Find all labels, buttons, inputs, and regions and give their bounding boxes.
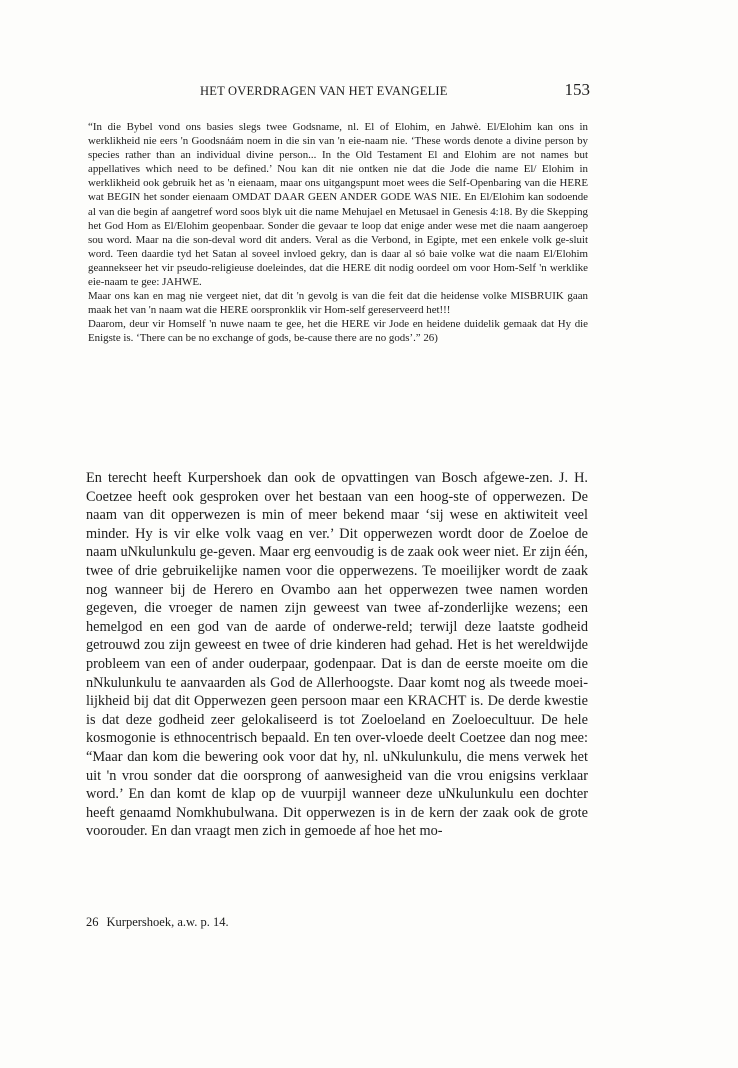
- footnote-number: 26: [86, 915, 99, 929]
- block-quote: [88, 120, 588, 346]
- running-title: HET OVERDRAGEN VAN HET EVANGELIE: [200, 84, 448, 98]
- page-header: [200, 80, 590, 104]
- body-paragraph: En terecht heeft Kurpershoek dan ook de opvattingen van Bosch afgewe-zen. J. H. Coetzee heeft ook gesproken over het bestaan van een hoog-ste of opperwezen. De naam van dit opperwezen is min of meer bekend maar ‘sij wese en aktiwiteit veel minder. Hy is vir elke volk vaag en ver.’ Dit opperwezen wordt door de Zoeloe de naam uNkulunkulu ge-geven. Maar erg eenvoudig is de zaak ook weer niet. Er zijn één, twee of drie gebruikelijke namen voor die opperwezens. Te moeilijker wordt de zaak nog wanneer bij de Herero en Ovambo aan het opperwezen twee namen worden gegeven, die vroeger de namen zijn geweest van twee af-zonderlijke wezens; een hemelgod en een god van de aarde of onderwe-reld; terwijl deze laatste godheid getrouwd zou zijn geweest en twee of drie kinderen had gehad. Het is het wereldwijde probleem van een of ander ouderpaar, godenpaar. Dat is dan de eerste moeite om die nNkulunkulu te aanvaarden als God de Allerhoogste. Daar komt nog als tweede moei-lijkheid bij dat dit Opperwezen geen persoon maar een KRACHT is. De derde kwestie is dat deze godheid zeer gelokaliseerd is tot Zoeloeland en Zoeloecultuur. De hele kosmogonie is ethnocentrisch bepaald. En ten over-vloede deelt Coetzee dan nog mee: “Maar dan kom die bewering ook voor dat hy, nl. uNkulunkulu, die mens verwek het uit 'n vrou sonder dat die oorsprong of aanwesigheid van die vrou enigsins verklaar word.’ En dan komt de klap op de vuurpijl wanneer deze uNkulunkulu een dochter heeft genaamd Nomkhubulwana. Dit opperwezen is in de kern der zaak ook de grote voorouder. En dan vraagt men zich in gemoede af hoe het mo-: [86, 470, 588, 840]
- quote-paragraph: “In die Bybel vond ons basies slegs twee Godsname, nl. El of Elohim, en Jahwè. El/Elohim kan ons in werklikheid nie eers 'n Goodsnáám noem in die sin van 'n eie-naam nie. ‘These words denote a divine person by species rather than an individual divine person... In the Old Testament El and Elohim are not names but appellatives which need to be defined.’ Nou kan dit nie ontken nie dat die Jode die name El/ Elohim in werklikheid ook gebruik het as 'n eienaam, maar ons uitgangspunt moet wees die Self-Openbaring van die HERE wat BEGIN het sonder eienaam OMDAT DAAR GEEN ANDER GODE WAS NIE. En El/Elohim kan sodoende al van die begin af aangetref word soos blyk uit die name Mehujael en Metusael in Genesis 4:18. By die Skepping het God Hom as El/Elohim geopenbaar. Sonder die gevaar te loop dat enige ander wese met die naam aangeroep sou word. Maar na die son-deval word dit anders. Veral as die Verbond, in Egipte, met een enkele volk ge-sluit word. Teen daardie tyd het Satan al soveel invloed gekry, dan is daar al só baie volke wat die naam El/Elohim geannekseer het vir pseudo-religieuse doeleindes, dat die HERE dit nodig oordeel om voor Hom-Self 'n werklike eie-naam te gee: JAHWE.: [88, 121, 588, 289]
- quote-paragraph: Daarom, deur vir Homself 'n nuwe naam te gee, het die HERE vir Jode en heidene duidelik gemaak dat Hy die Enigste is. ‘There can be no exchange of gods, be-cause there are no gods’.” 26): [88, 318, 588, 345]
- footnote-text: Kurpershoek, a.w. p. 14.: [106, 915, 229, 929]
- page-number: 153: [564, 80, 590, 99]
- body-text: [86, 469, 588, 841]
- footnote: [86, 915, 229, 930]
- quote-paragraph: Maar ons kan en mag nie vergeet niet, dat dit 'n gevolg is van die feit dat die heidense volke MISBRUIK gaan maak het van 'n naam wat die HERE oorspronklik vir Hom-self gereserveerd het!!!: [88, 290, 588, 317]
